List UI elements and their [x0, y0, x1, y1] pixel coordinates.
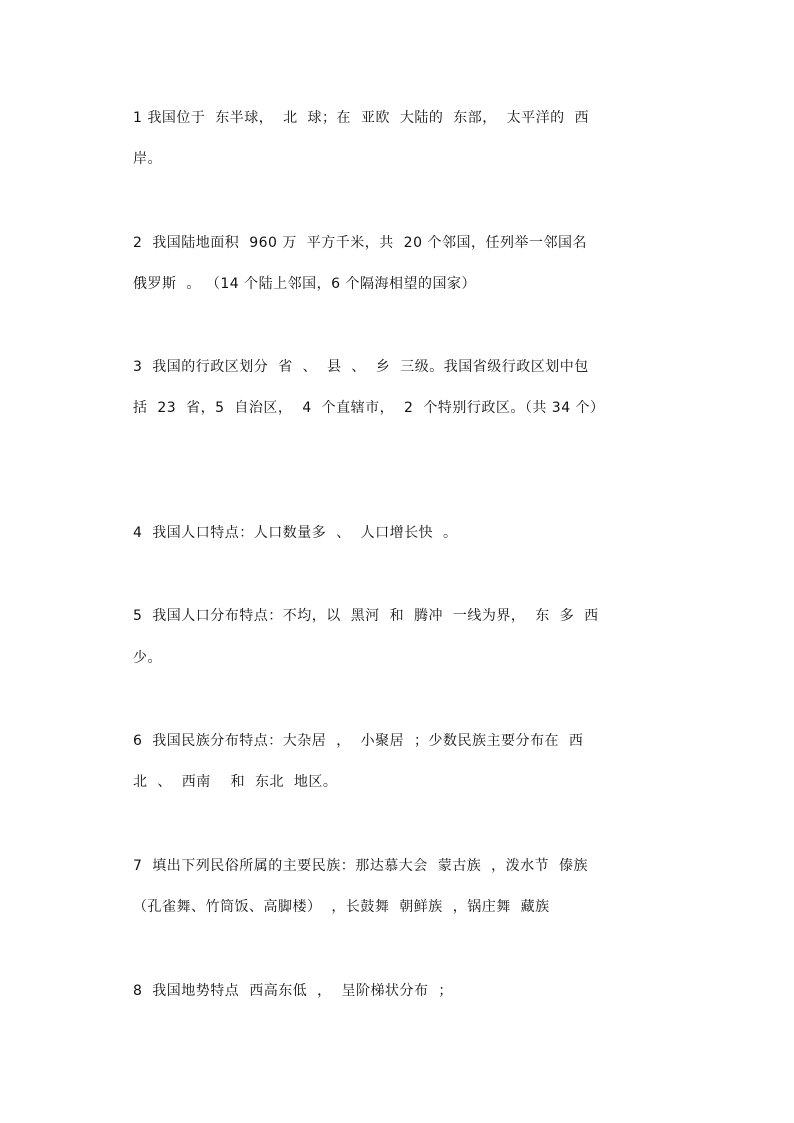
item-7-line-2: （孔雀舞、竹筒饭、高脚楼） ，长鼓舞 朝鲜族 ，锅庄舞 藏族	[133, 899, 550, 915]
item-1-line-2: 岸。	[133, 151, 162, 167]
item-3-line-2: 括 23 省，5 自治区， 4 个直辖市， 2 个特别行政区。（共 34 个）	[133, 400, 605, 416]
item-6-line-2: 北 、 西南 和 东北 地区。	[133, 774, 338, 790]
item-4-line-1: 4 我国人口特点：人口数量多 、 人口增长快 。	[133, 525, 458, 541]
item-6-line-1: 6 我国民族分布特点：大杂居 ， 小聚居 ；少数民族主要分布在 西	[133, 733, 584, 749]
item-7-line-1: 7 填出下列民俗所属的主要民族：那达慕大会 蒙古族 ，泼水节 傣族	[133, 858, 589, 874]
item-2-line-1: 2 我国陆地面积 960 万 平方千米，共 20 个邻国，任列举一邻国名	[133, 235, 587, 251]
item-5-line-1: 5 我国人口分布特点：不均，以 黑河 和 腾冲 一线为界， 东 多 西	[133, 608, 599, 624]
item-1-line-1: 1 我国位于 东半球， 北 球；在 亚欧 大陆的 东部， 太平洋的 西	[133, 110, 590, 126]
item-2-line-2: 俄罗斯 。 （14 个陆上邻国，6 个隔海相望的国家）	[133, 276, 476, 292]
item-5-line-2: 少。	[133, 650, 162, 666]
item-3-line-1: 3 我国的行政区划分 省 、 县 、 乡 三级。我国省级行政区划中包	[133, 359, 589, 375]
item-8-line-1: 8 我国地势特点 西高东低 ， 呈阶梯状分布 ；	[133, 983, 453, 999]
